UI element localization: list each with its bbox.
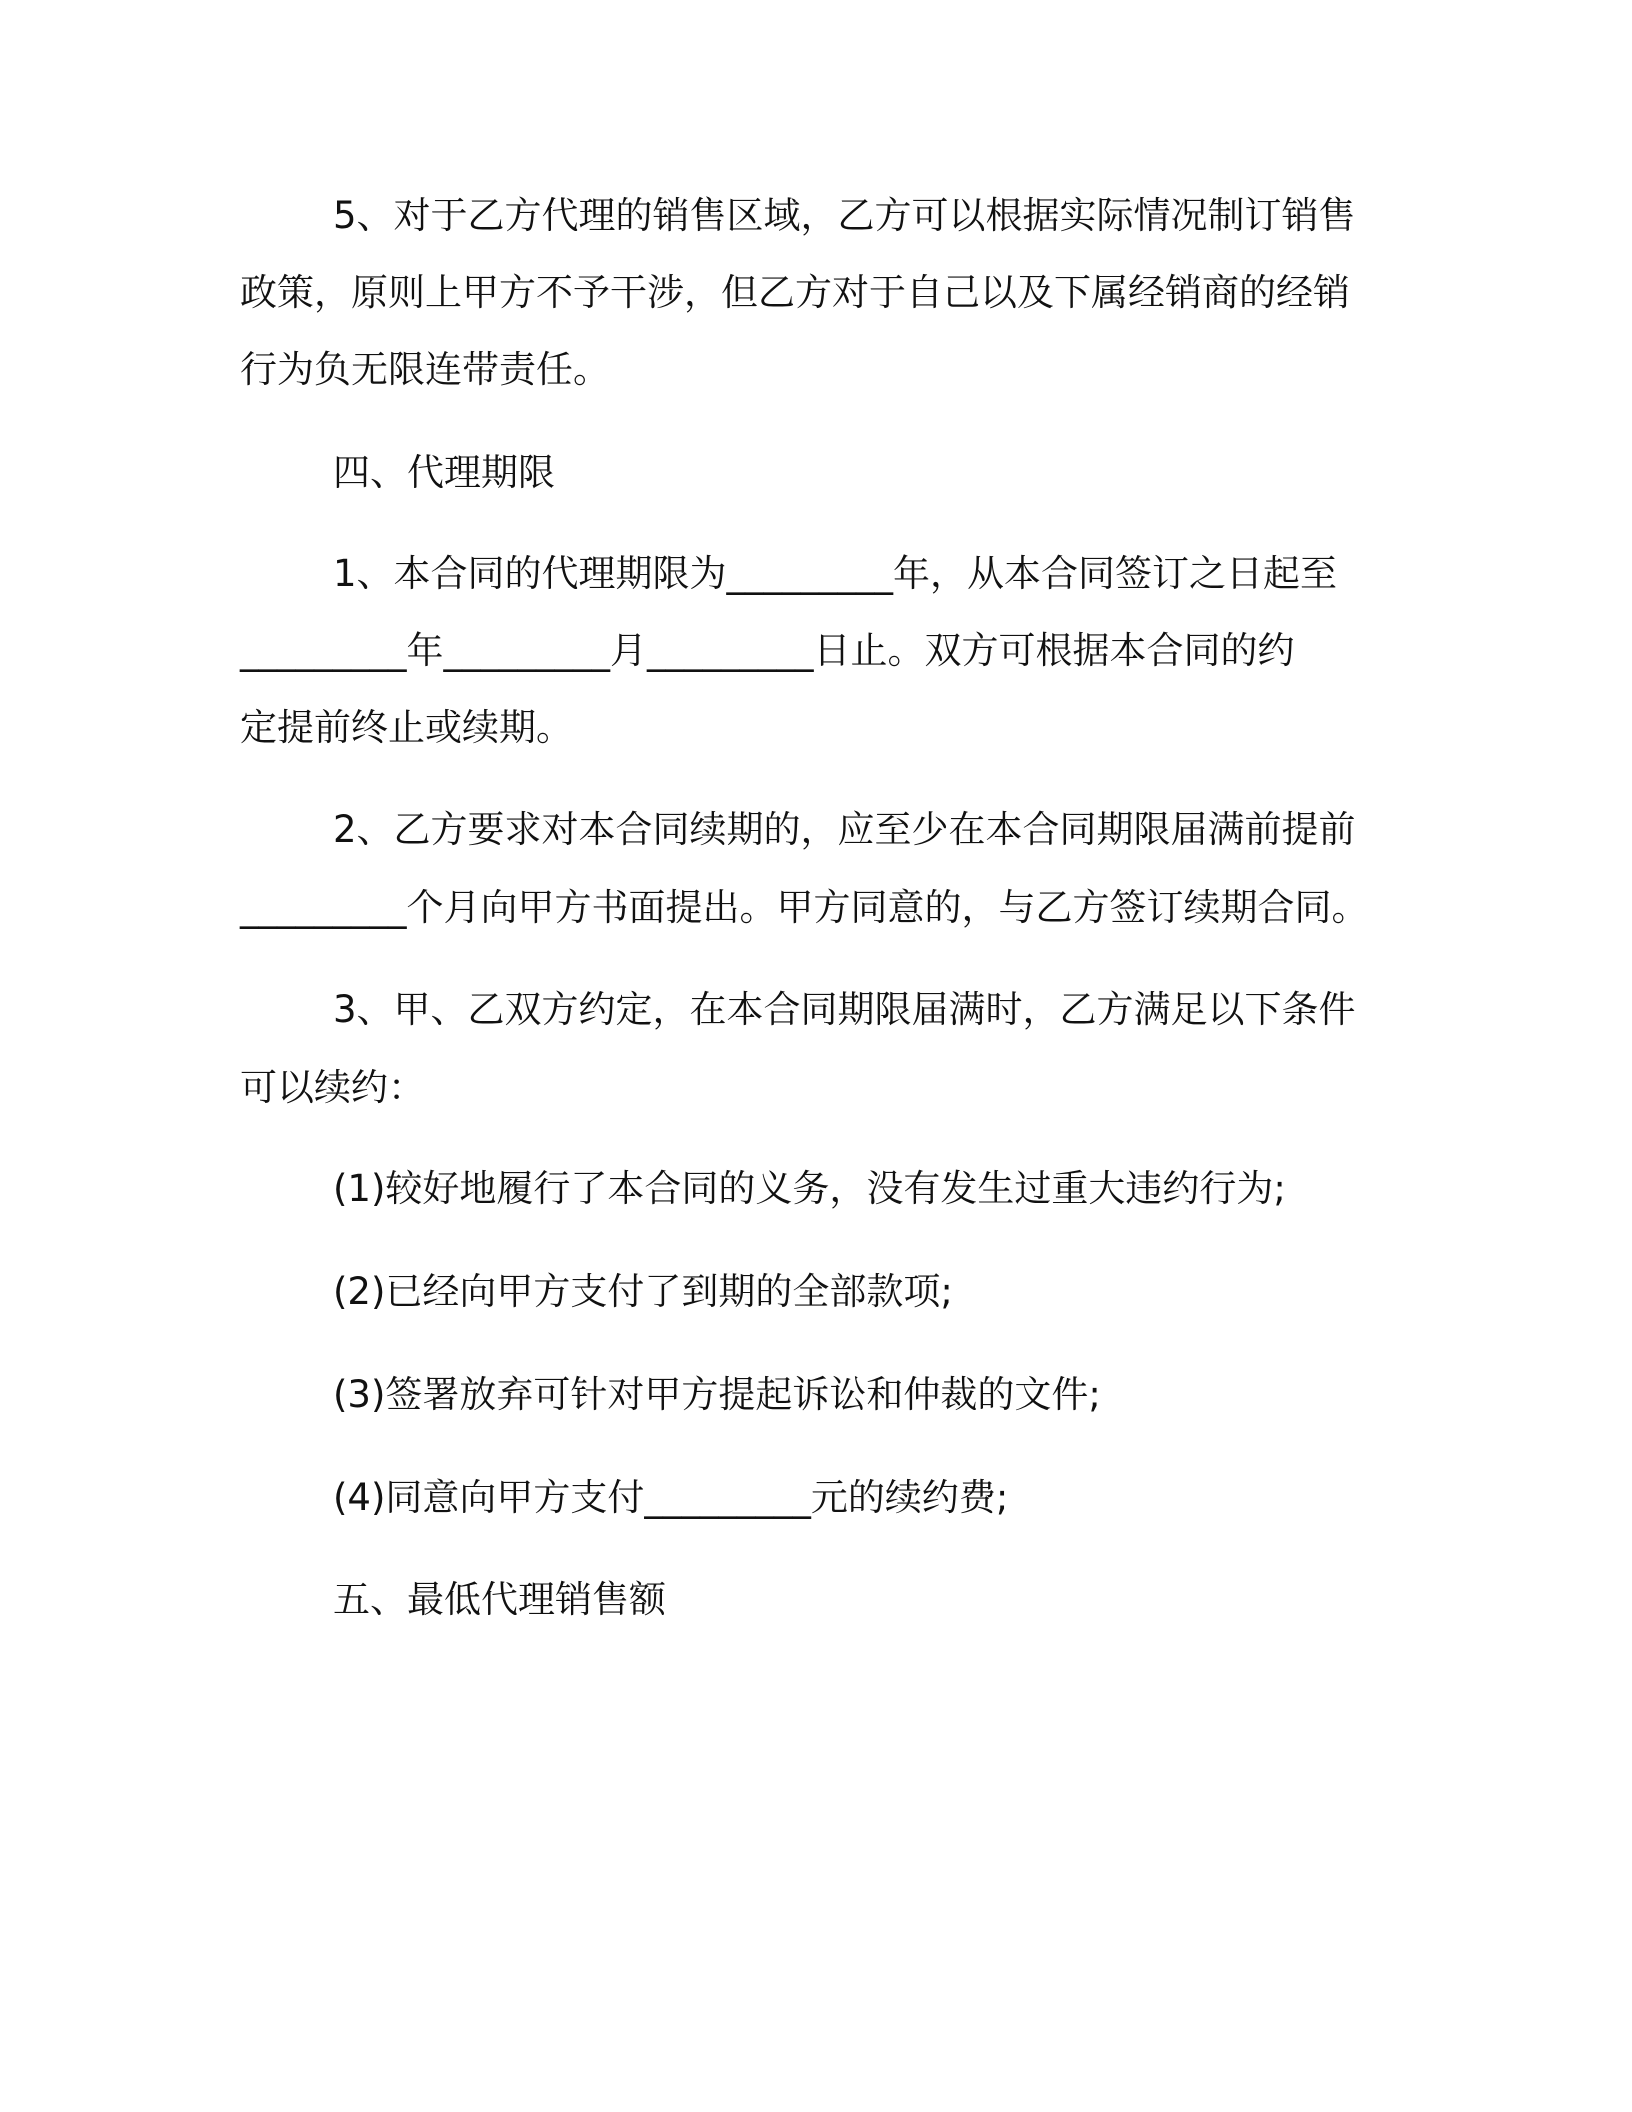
condition-1: (1)较好地履行了本合同的义务，没有发生过重大违约行为; bbox=[333, 1167, 1286, 1210]
clause-4-1-line-1: 1、本合同的代理期限为_________年，从本合同签订之日起至 bbox=[333, 552, 1338, 595]
clause-4-1-line-2: _________年_________月_________日止。双方可根据本合同的约 bbox=[240, 629, 1295, 672]
clause-4-3-line-1: 3、甲、乙双方约定，在本合同期限届满时，乙方满足以下条件 bbox=[333, 988, 1356, 1031]
clause-4-1-line-3: 定提前终止或续期。 bbox=[240, 706, 573, 749]
condition-2: (2)已经向甲方支付了到期的全部款项; bbox=[333, 1270, 953, 1313]
section-4-heading: 四、代理期限 bbox=[333, 451, 555, 494]
section-5-heading: 五、最低代理销售额 bbox=[333, 1578, 666, 1621]
clause-4-2-line-1: 2、乙方要求对本合同续期的，应至少在本合同期限届满前提前 bbox=[333, 808, 1356, 851]
clause-5-line-3: 行为负无限连带责任。 bbox=[240, 348, 610, 391]
clause-4-2-line-2: _________个月向甲方书面提出。甲方同意的，与乙方签订续期合同。 bbox=[240, 886, 1369, 929]
clause-5-line-1: 5、对于乙方代理的销售区域，乙方可以根据实际情况制订销售 bbox=[333, 194, 1356, 237]
clause-4-3-line-2: 可以续约： bbox=[240, 1066, 425, 1109]
clause-5-line-2: 政策，原则上甲方不予干涉，但乙方对于自己以及下属经销商的经销 bbox=[240, 271, 1350, 314]
condition-3: (3)签署放弃可针对甲方提起诉讼和仲裁的文件; bbox=[333, 1373, 1101, 1416]
condition-4: (4)同意向甲方支付_________元的续约费; bbox=[333, 1476, 1009, 1519]
